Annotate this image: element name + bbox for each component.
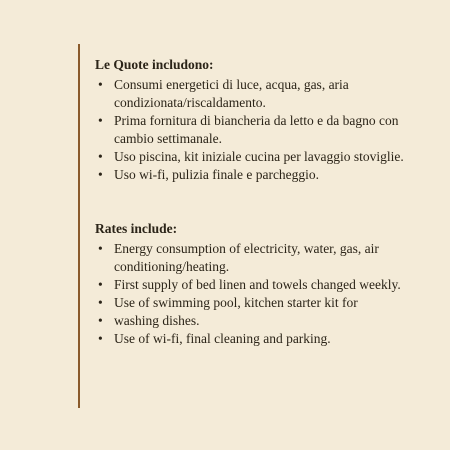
list-item-text: washing dishes. (114, 313, 200, 328)
list-item (95, 112, 425, 148)
list-item-text: Energy consumption of electricity, water, gas, air conditioning/heating. (114, 241, 379, 274)
rates-content (95, 56, 425, 348)
list-item-text: First supply of bed linen and towels changed weekly. (114, 277, 401, 292)
bullet-icon: • (98, 77, 103, 92)
bullet-icon: • (98, 277, 103, 292)
bullet-icon: • (98, 241, 103, 256)
list-item (95, 312, 425, 330)
bullet-icon: • (98, 167, 103, 182)
section-italian (95, 56, 425, 184)
list-item (95, 166, 425, 184)
bullet-icon: • (98, 149, 103, 164)
list-english (95, 240, 425, 348)
section-title-italian: Le Quote includono: (95, 57, 214, 72)
list-item (95, 76, 425, 112)
bullet-icon: • (98, 331, 103, 346)
section-english (95, 220, 425, 348)
bullet-icon: • (98, 113, 103, 128)
bullet-icon: • (98, 295, 103, 310)
list-item-text: Uso wi-fi, pulizia finale e parcheggio. (114, 167, 320, 182)
list-item (95, 276, 425, 294)
list-item (95, 240, 425, 276)
list-italian (95, 76, 425, 184)
section-title-english: Rates include: (95, 221, 178, 236)
bullet-icon: • (98, 313, 103, 328)
list-item-text: Consumi energetici di luce, acqua, gas, aria condizionata/riscaldamento. (114, 77, 349, 110)
list-item (95, 148, 425, 166)
list-item-text: Use of wi-fi, final cleaning and parking. (114, 331, 331, 346)
list-item-text: Uso piscina, kit iniziale cucina per lavaggio stoviglie. (114, 149, 404, 164)
list-item-text: Prima fornitura di biancheria da letto e da bagno con cambio settimanale. (114, 113, 399, 146)
list-item (95, 294, 425, 312)
list-item-text: Use of swimming pool, kitchen starter kit for (114, 295, 358, 310)
list-item (95, 330, 425, 348)
accent-bar (78, 44, 80, 408)
